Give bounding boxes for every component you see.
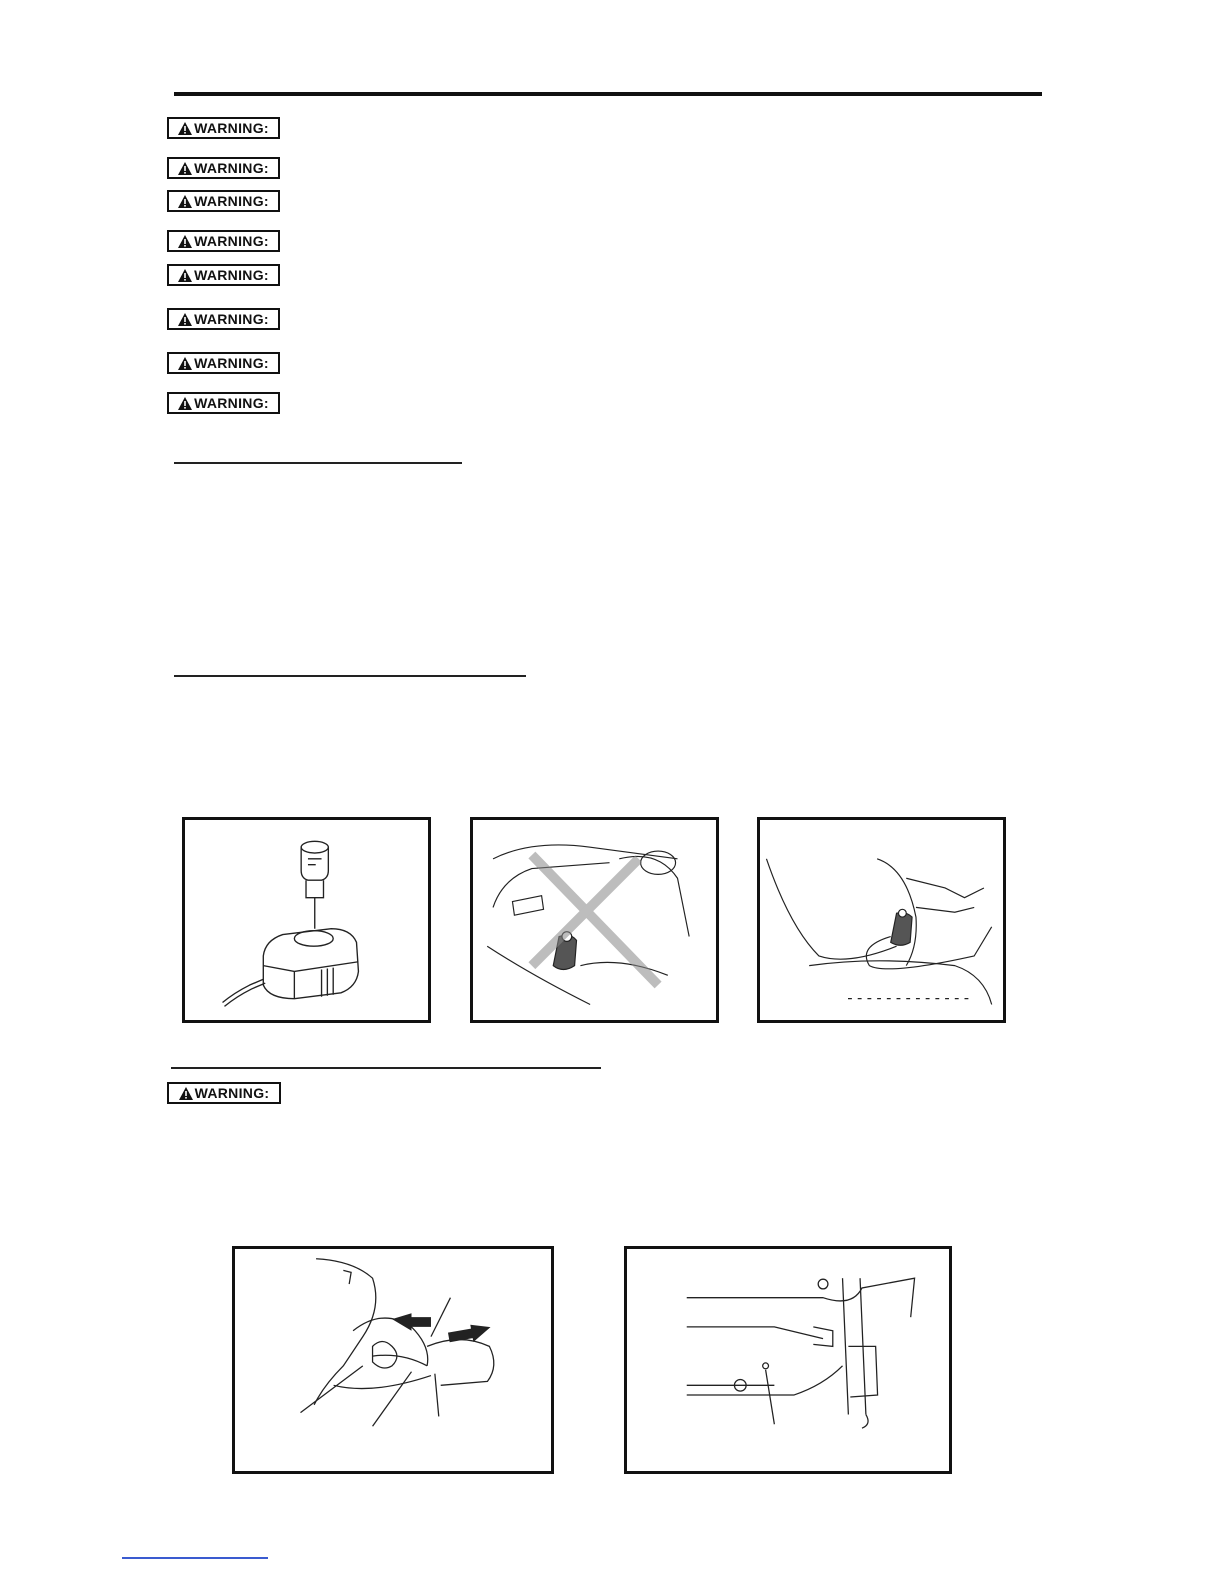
figure-charging-vehicle [757, 817, 1006, 1023]
tool-side-illustration [627, 1249, 949, 1471]
warning-badge [167, 117, 280, 139]
warning-label: WARNING: [194, 120, 269, 136]
figure-tool-side [624, 1246, 952, 1474]
warning-badge [167, 392, 280, 414]
warning-label: WARNING: [194, 267, 269, 283]
warning-triangle-icon [178, 122, 192, 135]
warning-triangle-icon [178, 235, 192, 248]
warning-triangle-icon [179, 1087, 193, 1100]
warning-badge [167, 230, 280, 252]
warning-label: WARNING: [194, 1085, 270, 1101]
warning-label: WARNING: [194, 233, 269, 249]
warning-badge [167, 157, 280, 179]
battery-removal-illustration [235, 1249, 551, 1471]
warning-badge [167, 308, 280, 330]
warning-badge [167, 264, 280, 286]
warning-triangle-icon [178, 162, 192, 175]
top-rule [174, 92, 1042, 96]
warning-triangle-icon [178, 357, 192, 370]
warning-badge [167, 190, 280, 212]
section-heading-underline [174, 462, 462, 464]
section-heading-underline [171, 1067, 601, 1069]
warning-label: WARNING: [194, 311, 269, 327]
warning-label: WARNING: [194, 193, 269, 209]
warning-badge [167, 1082, 281, 1104]
footer-link-underline [122, 1557, 268, 1559]
warning-badge [167, 352, 280, 374]
vehicle-seat-charging-illustration [760, 820, 1003, 1020]
warning-label: WARNING: [194, 355, 269, 371]
section-heading-underline [174, 675, 526, 677]
warning-triangle-icon [178, 195, 192, 208]
figure-battery-charger [182, 817, 431, 1023]
figure-charging-wrong [470, 817, 719, 1023]
warning-triangle-icon [178, 313, 192, 326]
battery-charger-illustration [185, 820, 428, 1020]
vehicle-charging-wrong-illustration [473, 820, 716, 1020]
warning-label: WARNING: [194, 395, 269, 411]
warning-label: WARNING: [194, 160, 269, 176]
warning-triangle-icon [178, 397, 192, 410]
warning-triangle-icon [178, 269, 192, 282]
figure-battery-removal [232, 1246, 554, 1474]
